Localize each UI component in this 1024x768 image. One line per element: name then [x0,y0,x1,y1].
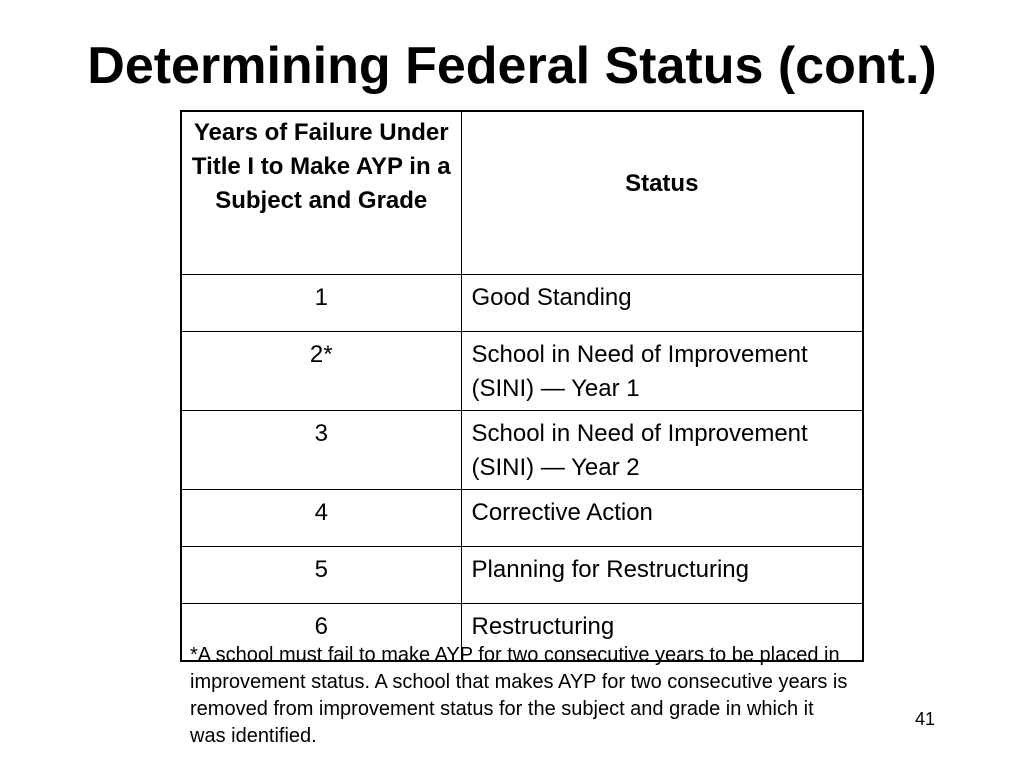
years-cell: 4 [181,490,461,547]
table-row [181,490,863,547]
years-cell: 1 [181,275,461,332]
status-cell: Good Standing [461,275,863,332]
status-cell: Restructuring [461,604,863,662]
status-cell: School in Need of Improvement (SINI) — Year 2 [461,411,863,490]
status-cell: Corrective Action [461,490,863,547]
table-header-row [181,111,863,275]
years-cell: 6 [181,604,461,662]
status-cell: Planning for Restructuring [461,547,863,604]
header-status: Status [461,111,863,275]
slide-title: Determining Federal Status (cont.) [87,37,937,95]
status-table [180,110,864,662]
table-row [181,275,863,332]
footnote: *A school must fail to make AYP for two consecutive years to be placed in improvement status. A school that makes AYP for two consecutive years is removed from improvement status for the subject and grade in which it was identified. [190,644,848,747]
table-row [181,547,863,604]
years-cell: 3 [181,411,461,490]
table-row [181,332,863,411]
years-cell: 2* [181,332,461,411]
status-cell: School in Need of Improvement (SINI) — Year 1 [461,332,863,411]
header-years: Years of Failure Under Title I to Make AYP in a Subject and Grade [181,111,461,275]
table-row [181,411,863,490]
years-cell: 5 [181,547,461,604]
page-number: 41 [914,709,936,729]
